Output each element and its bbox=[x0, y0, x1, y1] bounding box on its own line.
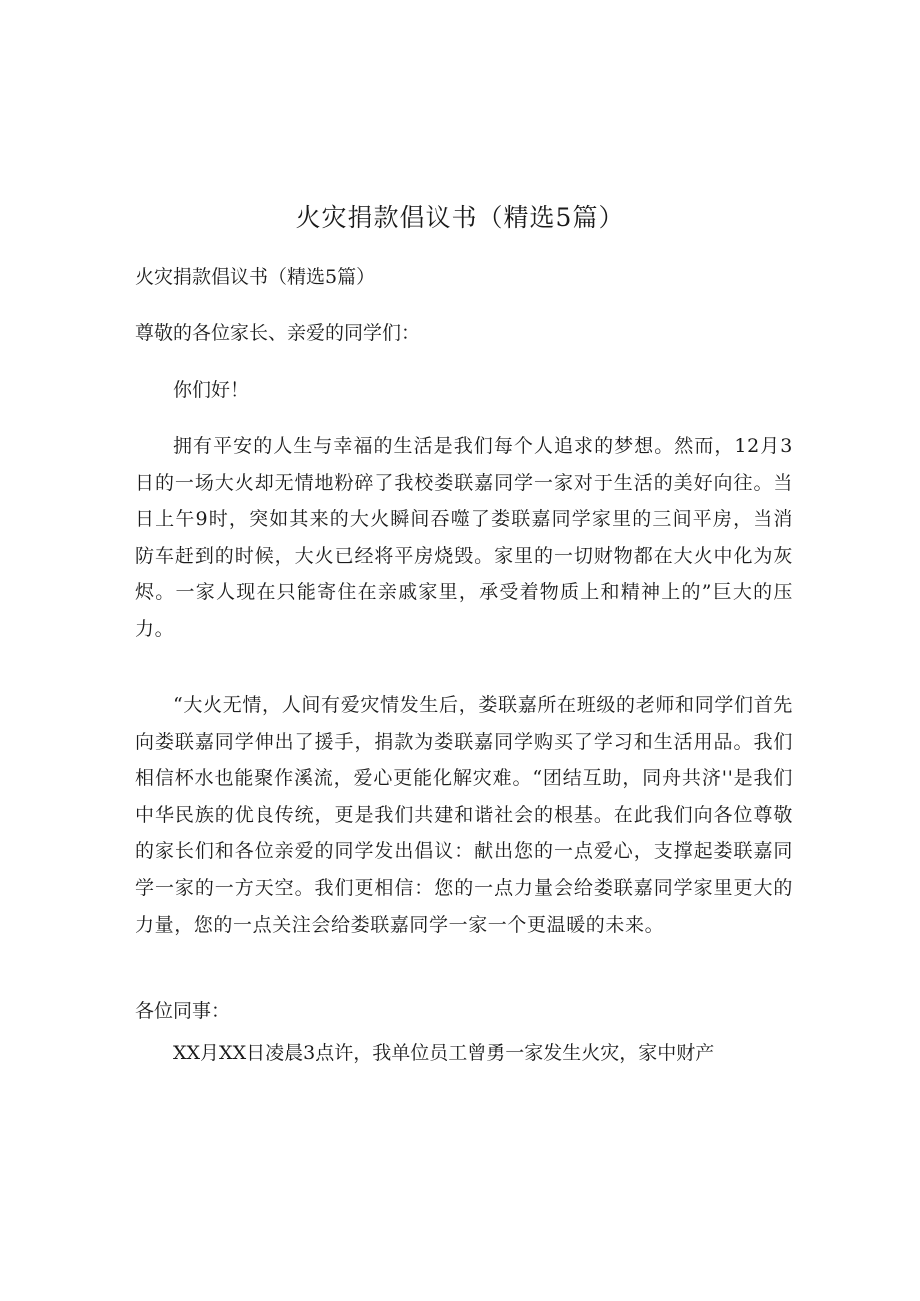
section2-line: XX月XX日凌晨3点许，我单位员工曾勇一家发生火灾，家中财产 bbox=[173, 1042, 715, 1064]
section2-salutation: 各位同事： bbox=[135, 1000, 231, 1022]
salutation: 尊敬的各位家长、亲爱的同学们： bbox=[135, 322, 421, 344]
paragraph-2: “大火无情，人间有爱灾情发生后，娄联嘉所在班级的老师和同学们首先向娄联嘉同学伸出了援手，捐款为娄联嘉同学购买了学习和生活用品。我们相信杯水也能聚作溪流，爱心更能化解灾难。“团结互助，同舟共济''是我们中华民族的优良传统，更是我们共建和谐社会的根基。在此我们向各位尊敬的家长们和各位亲爱的同学发出倡议：献出您的一点爱心，支撑起娄联嘉同学一家的一方天空。我们更相信：您的一点力量会给娄联嘉同学家里更大的力量，您的一点关注会给娄联嘉同学一家一个更温暖的未来。 bbox=[135, 694, 793, 936]
document-title: 火灾捐款倡议书（精选5篇） bbox=[295, 203, 625, 232]
paragraph-1: 拥有平安的人生与幸福的生活是我们每个人追求的梦想。然而，12月3日的一场大火却无情地粉碎了我校娄联嘉同学一家对于生活的美好向往。当日上午9时，突如其来的大火瞬间吞噬了娄联嘉同学家里的三间平房，当消防车赶到的时候，大火已经将平房烧毁。家里的一切财物都在大火中化为灰烬。一家人现在只能寄住在亲戚家里，承受着物质上和精神上的”巨大的压力。 bbox=[135, 435, 793, 640]
document-subtitle: 火灾捐款倡议书（精选5篇） bbox=[135, 266, 376, 288]
greeting: 你们好！ bbox=[173, 379, 250, 401]
